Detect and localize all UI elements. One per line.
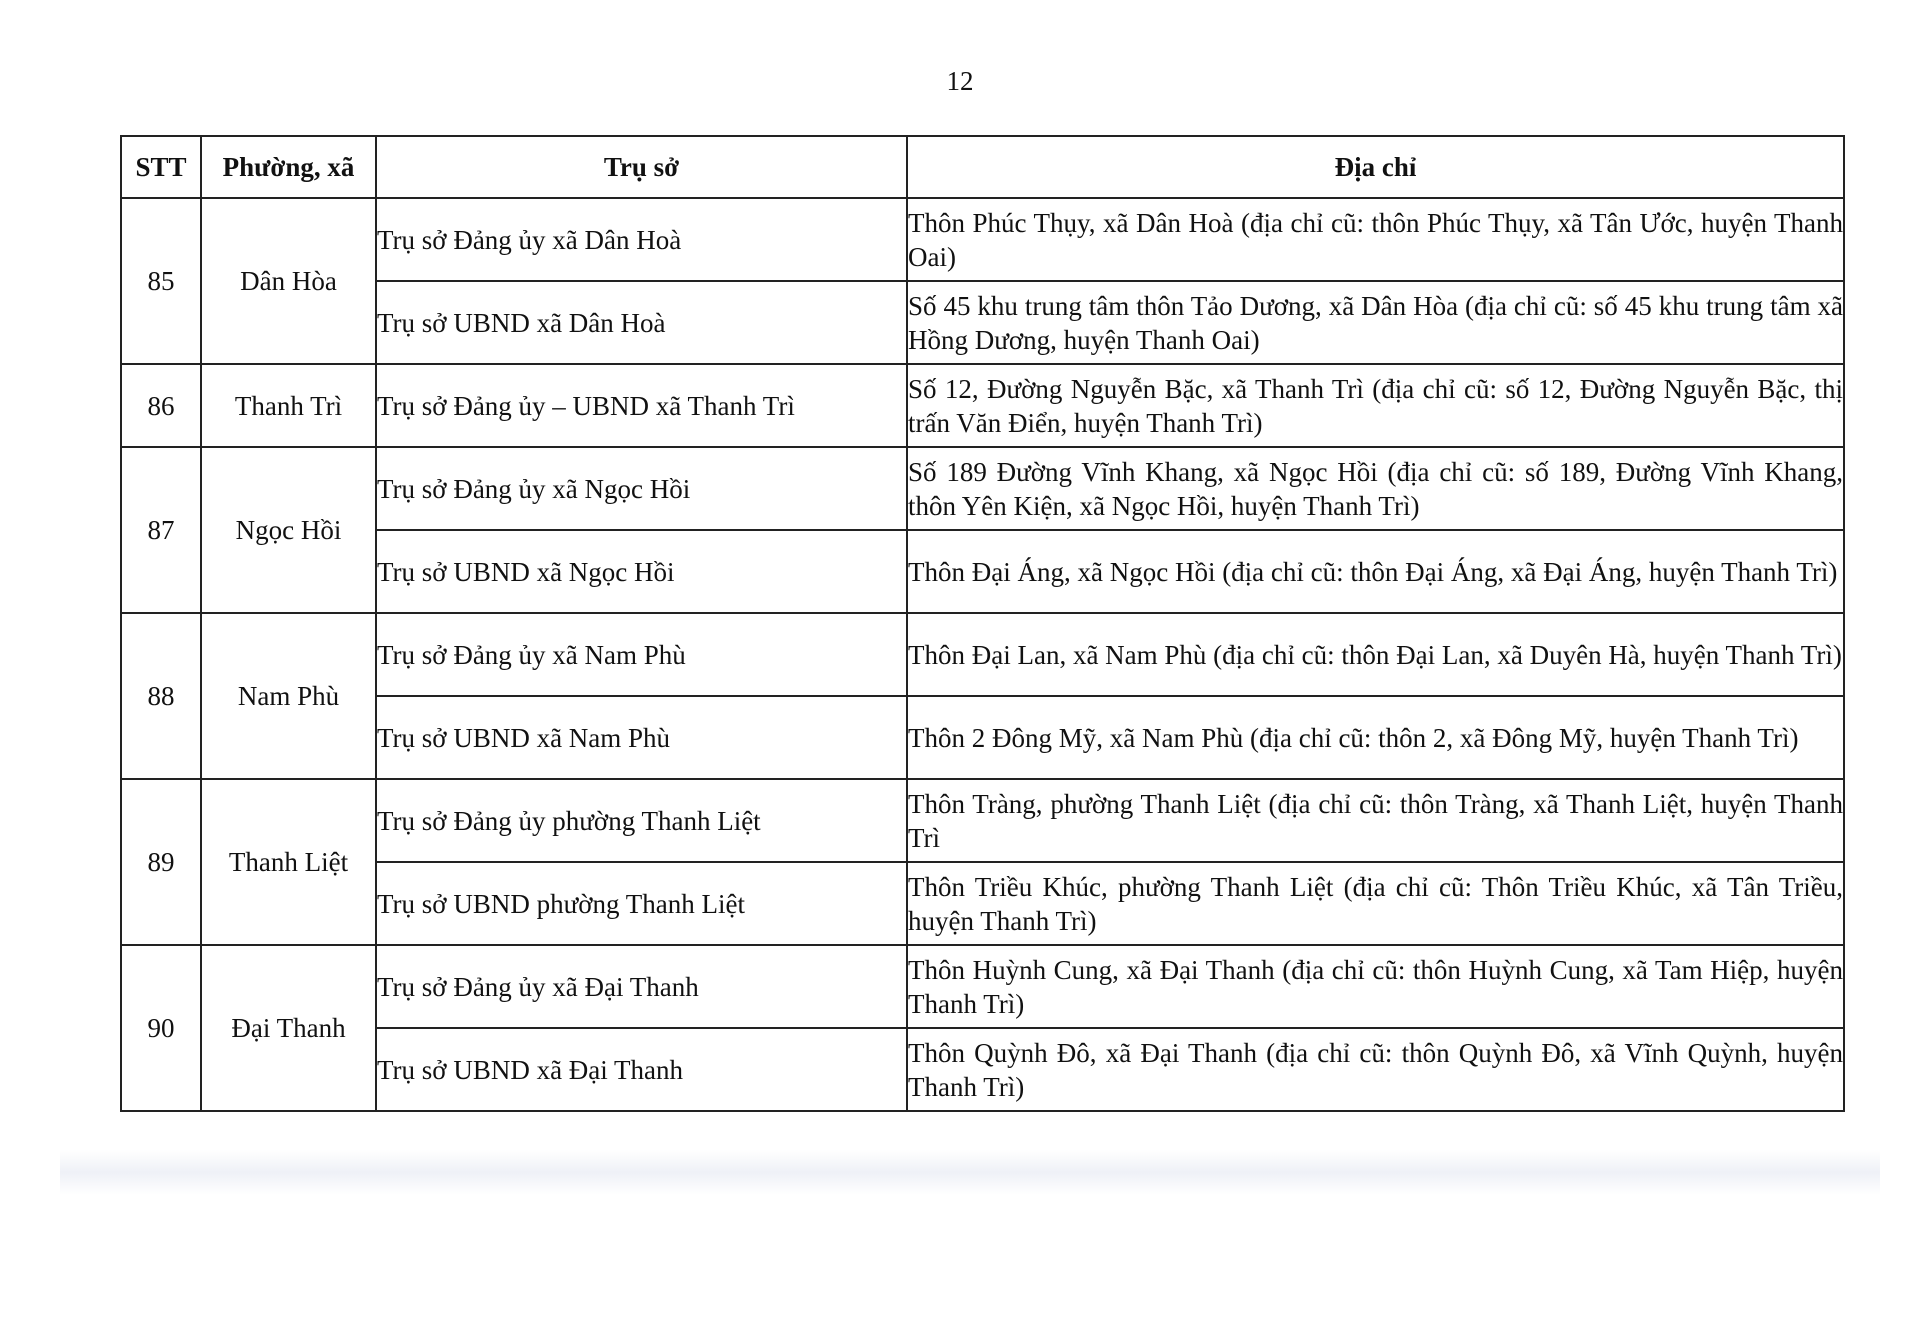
row-office: Trụ sở Đảng ủy xã Nam Phù bbox=[376, 613, 907, 696]
row-office: Trụ sở UBND xã Ngọc Hồi bbox=[376, 530, 907, 613]
row-ward: Ngọc Hồi bbox=[201, 447, 376, 613]
row-address: Thôn Đại Áng, xã Ngọc Hồi (địa chỉ cũ: thôn Đại Áng, xã Đại Áng, huyện Thanh Trì) bbox=[907, 530, 1844, 613]
row-address: Số 12, Đường Nguyễn Bặc, xã Thanh Trì (địa chỉ cũ: số 12, Đường Nguyễn Bặc, thị trấn Văn Điển, huyện Thanh Trì) bbox=[907, 364, 1844, 447]
row-address: Thôn Phúc Thụy, xã Dân Hoà (địa chỉ cũ: thôn Phúc Thụy, xã Tân Ước, huyện Thanh Oai) bbox=[907, 198, 1844, 281]
row-address: Thôn Triều Khúc, phường Thanh Liệt (địa chỉ cũ: Thôn Triều Khúc, xã Tân Triều, huyện Thanh Trì) bbox=[907, 862, 1844, 945]
row-office: Trụ sở UBND phường Thanh Liệt bbox=[376, 862, 907, 945]
row-office: Trụ sở UBND xã Đại Thanh bbox=[376, 1028, 907, 1111]
row-ward: Dân Hòa bbox=[201, 198, 376, 364]
header-stt: STT bbox=[121, 136, 201, 198]
row-office: Trụ sở Đảng ủy xã Đại Thanh bbox=[376, 945, 907, 1028]
row-stt: 90 bbox=[121, 945, 201, 1111]
header-office: Trụ sở bbox=[376, 136, 907, 198]
row-stt: 86 bbox=[121, 364, 201, 447]
table-row bbox=[121, 364, 1844, 447]
table-row bbox=[121, 613, 1844, 696]
row-ward: Thanh Trì bbox=[201, 364, 376, 447]
scan-shadow bbox=[60, 1150, 1880, 1195]
row-stt: 85 bbox=[121, 198, 201, 364]
row-stt: 89 bbox=[121, 779, 201, 945]
row-address: Thôn 2 Đông Mỹ, xã Nam Phù (địa chỉ cũ: thôn 2, xã Đông Mỹ, huyện Thanh Trì) bbox=[907, 696, 1844, 779]
row-office: Trụ sở Đảng ủy – UBND xã Thanh Trì bbox=[376, 364, 907, 447]
table-row bbox=[121, 281, 1844, 364]
row-address: Thôn Đại Lan, xã Nam Phù (địa chỉ cũ: thôn Đại Lan, xã Duyên Hà, huyện Thanh Trì) bbox=[907, 613, 1844, 696]
row-address: Thôn Huỳnh Cung, xã Đại Thanh (địa chỉ cũ: thôn Huỳnh Cung, xã Tam Hiệp, huyện Thanh Trì) bbox=[907, 945, 1844, 1028]
row-address: Số 45 khu trung tâm thôn Tảo Dương, xã Dân Hòa (địa chỉ cũ: số 45 khu trung tâm xã Hồng Dương, huyện Thanh Oai) bbox=[907, 281, 1844, 364]
row-stt: 88 bbox=[121, 613, 201, 779]
table-row bbox=[121, 447, 1844, 530]
row-ward: Nam Phù bbox=[201, 613, 376, 779]
header-address: Địa chỉ bbox=[907, 136, 1844, 198]
row-stt: 87 bbox=[121, 447, 201, 613]
row-office: Trụ sở UBND xã Nam Phù bbox=[376, 696, 907, 779]
table-header-row bbox=[121, 136, 1844, 198]
table-row bbox=[121, 696, 1844, 779]
table-row bbox=[121, 530, 1844, 613]
header-ward: Phường, xã bbox=[201, 136, 376, 198]
row-address: Số 189 Đường Vĩnh Khang, xã Ngọc Hồi (địa chỉ cũ: số 189, Đường Vĩnh Khang, thôn Yên Kiện, xã Ngọc Hồi, huyện Thanh Trì) bbox=[907, 447, 1844, 530]
table-row bbox=[121, 1028, 1844, 1111]
row-office: Trụ sở UBND xã Dân Hoà bbox=[376, 281, 907, 364]
table-row bbox=[121, 945, 1844, 1028]
row-ward: Đại Thanh bbox=[201, 945, 376, 1111]
row-office: Trụ sở Đảng ủy xã Dân Hoà bbox=[376, 198, 907, 281]
row-office: Trụ sở Đảng ủy xã Ngọc Hồi bbox=[376, 447, 907, 530]
page-number: 12 bbox=[946, 66, 974, 96]
row-office: Trụ sở Đảng ủy phường Thanh Liệt bbox=[376, 779, 907, 862]
row-address: Thôn Tràng, phường Thanh Liệt (địa chỉ cũ: thôn Tràng, xã Thanh Liệt, huyện Thanh Trì bbox=[907, 779, 1844, 862]
row-address: Thôn Quỳnh Đô, xã Đại Thanh (địa chỉ cũ: thôn Quỳnh Đô, xã Vĩnh Quỳnh, huyện Thanh Trì) bbox=[907, 1028, 1844, 1111]
table-row bbox=[121, 779, 1844, 862]
table-row bbox=[121, 862, 1844, 945]
table-row bbox=[121, 198, 1844, 281]
office-address-table bbox=[120, 135, 1845, 1112]
row-ward: Thanh Liệt bbox=[201, 779, 376, 945]
